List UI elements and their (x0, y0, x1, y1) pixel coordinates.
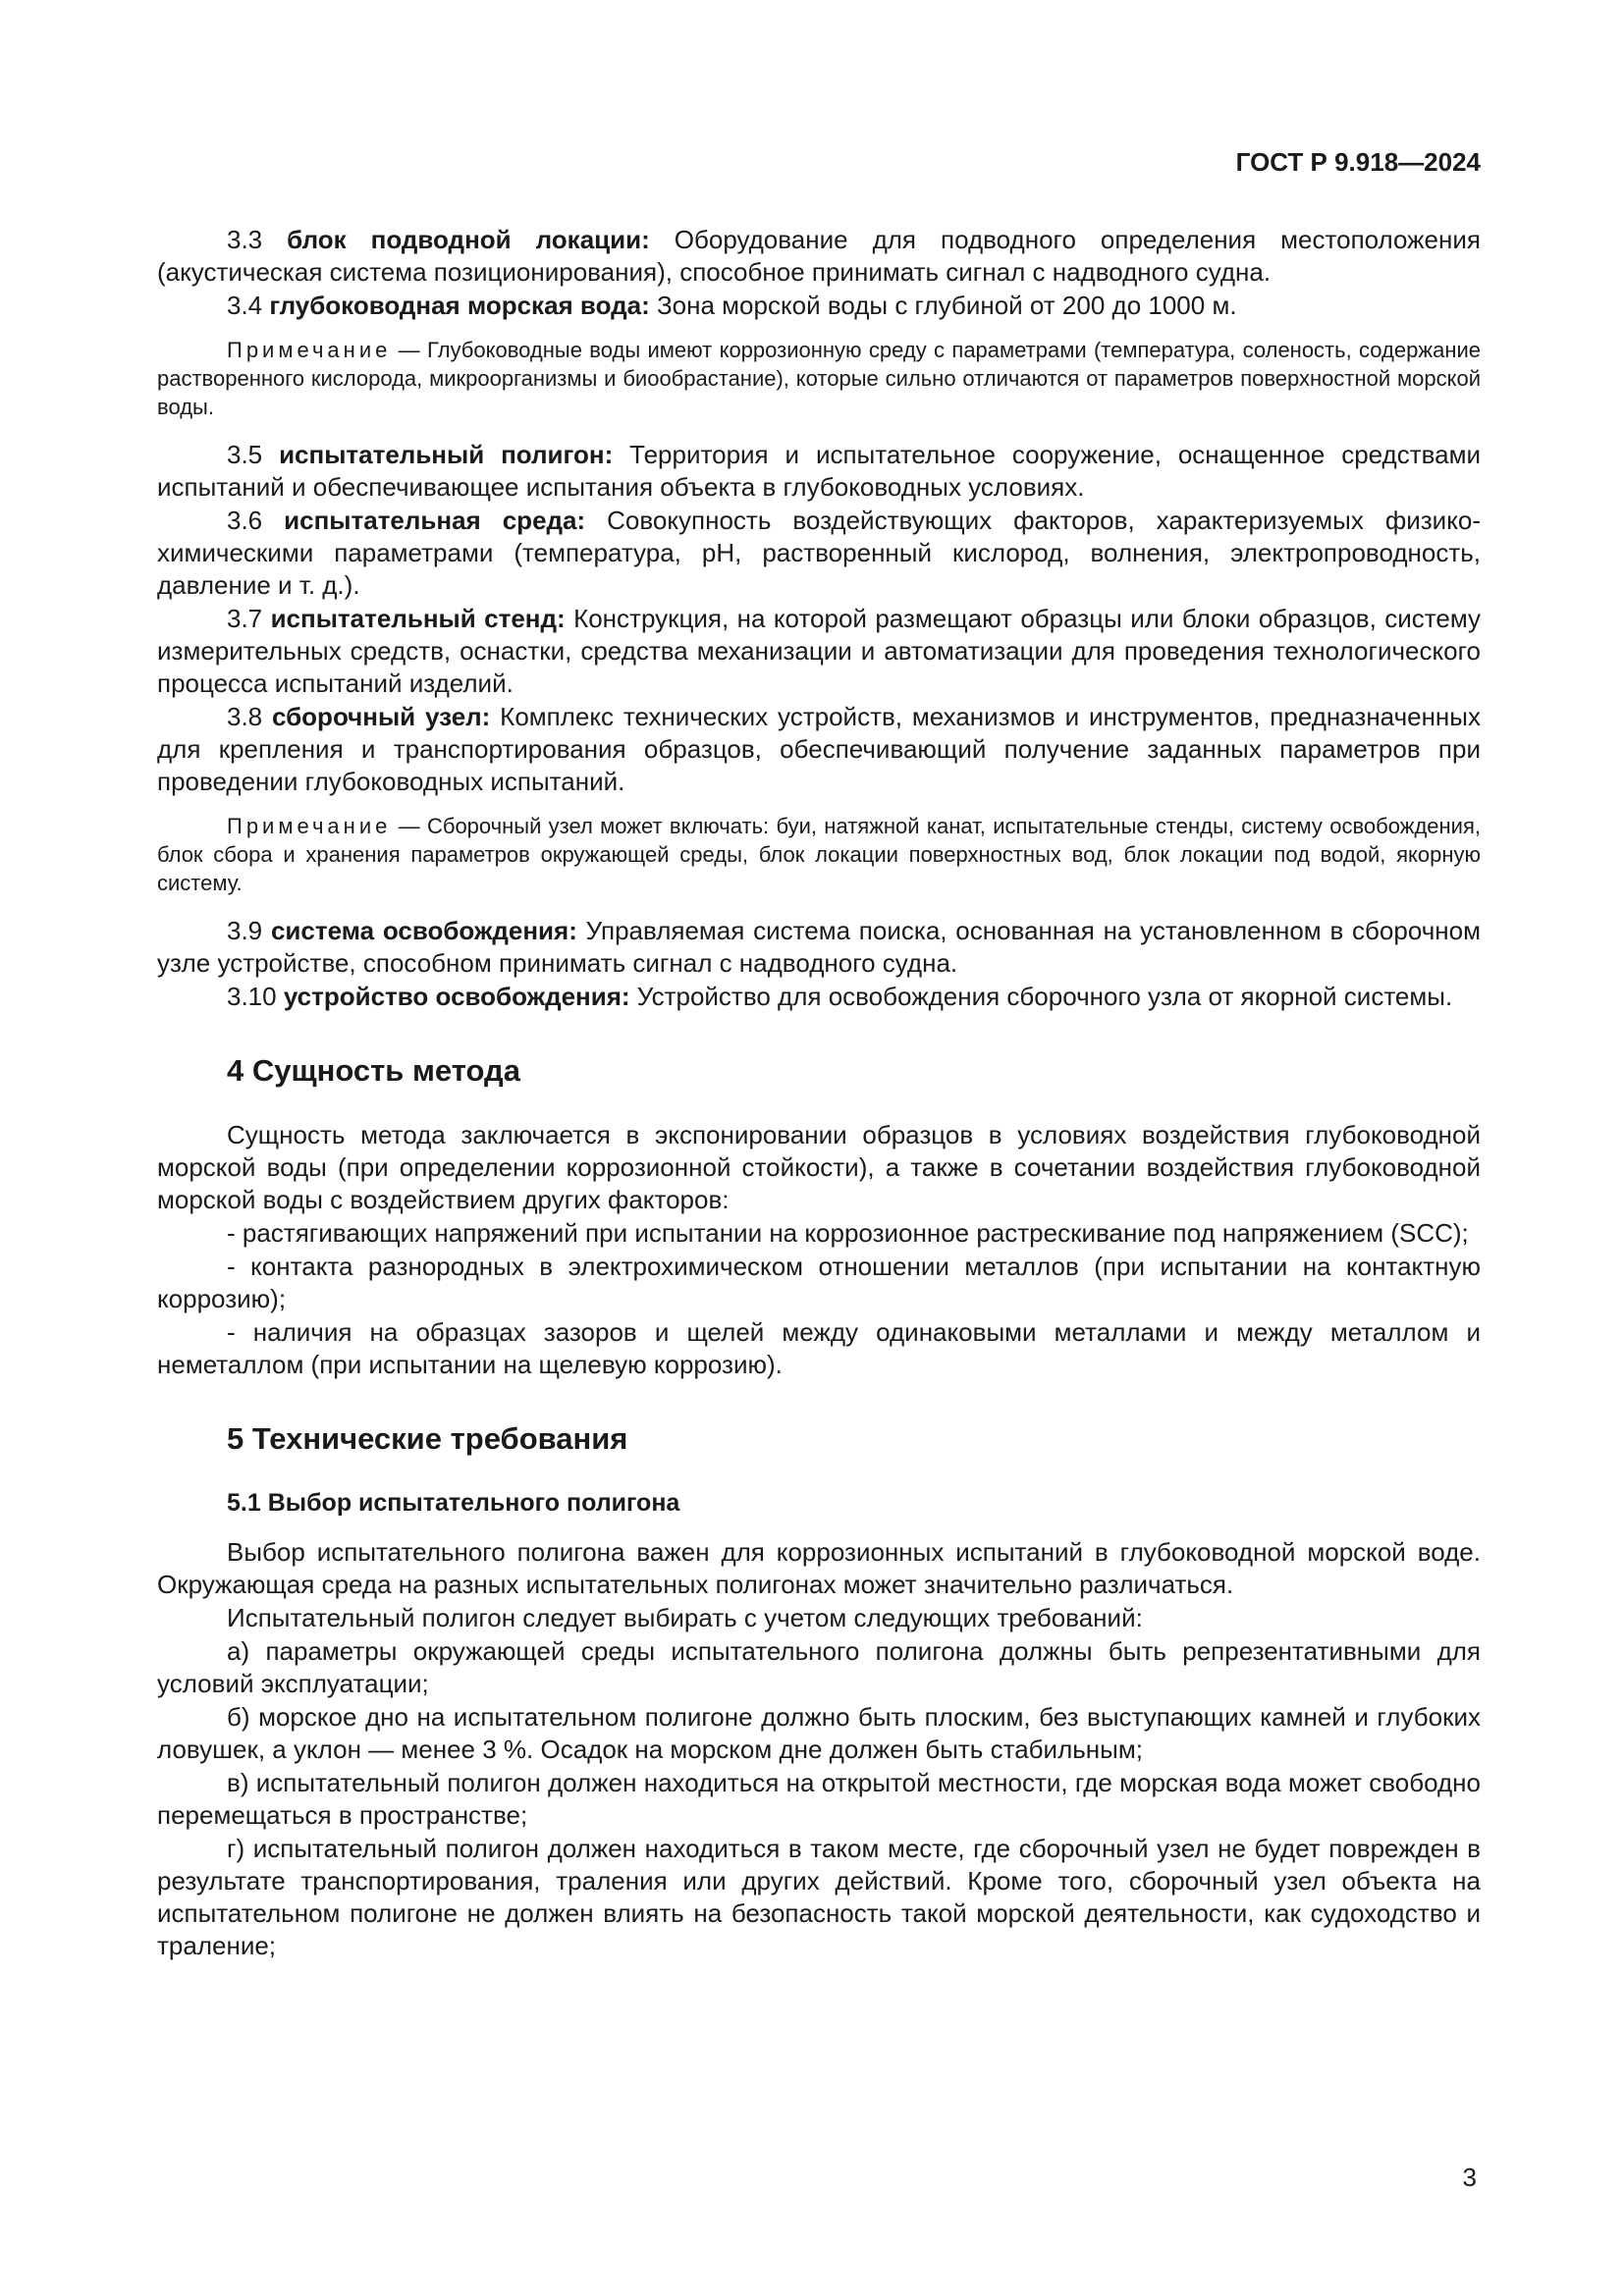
term-3-3: 3.3 блок подводной локации: Оборудование для подводного определения местоположения (акустическая система позиционирования), способное принимать сигнал с надводного судна. (157, 225, 1481, 287)
section-5-paragraph: Выбор испытательного полигона важен для коррозионных испытаний в глубоководной морской воде. Окружающая среда на разных испытательных полигонах может значительно различаться. (157, 1537, 1481, 1599)
term-3-8: 3.8 сборочный узел: Комплекс технических устройств, механизмов и инструментов, предназначенных для крепления и транспортирования образцов, обеспечивающий получение заданных параметров при проведении глубоководных испытаний. (157, 702, 1481, 796)
section-5-list-item: б) морское дно на испытательном полигоне должно быть плоским, без выступающих камней и глубоких ловушек, а уклон — менее 3 %. Осадок на морском дне должен быть стабильным; (157, 1702, 1481, 1764)
section-5-list-item: а) параметры окружающей среды испытательного полигона должны быть репрезентативными для условий эксплуатации; (157, 1636, 1481, 1698)
section-4-title: 4 Сущность метода (227, 1053, 520, 1088)
section-5-list-item: в) испытательный полигон должен находиться на открытой местности, где морская вода может свободно перемещаться в пространстве; (157, 1768, 1481, 1830)
section-5-title: 5 Технические требования (227, 1421, 628, 1456)
term-3-6: 3.6 испытательная среда: Совокупность воздействующих факторов, характеризуемых физико-химическими параметрами (температура, pH, растворенный кислород, волнения, электропроводность, давление и т. д.). (157, 506, 1481, 600)
section-5-list-item: г) испытательный полигон должен находиться в таком месте, где сборочный узел не будет поврежден в результате транспортирования, траления или других действий. Кроме того, сборочный узел объекта на испытательном полигоне не должен влиять на безопасность такой морской деятельности, как судоходство и траление; (157, 1834, 1481, 1960)
section-5-1-title: 5.1 Выбор испытательного полигона (227, 1489, 680, 1517)
term-3-5: 3.5 испытательный полигон: Территория и испытательное сооружение, оснащенное средствами испытаний и обеспечивающее испытания объекта в глубоководных условиях. (157, 440, 1481, 502)
page-number: 3 (1462, 2163, 1477, 2192)
note-1: Примечание — Глубоководные воды имеют коррозионную среду с параметрами (температура, соленость, содержание растворенного кислорода, микроорганизмы и биообрастание), которые сильно отличаются от параметров поверхностной морской воды. (157, 338, 1481, 419)
term-3-4: 3.4 глубоководная морская вода: Зона морской воды с глубиной от 200 до 1000 м. (227, 291, 1237, 320)
document-id: ГОСТ Р 9.918—2024 (1235, 147, 1481, 177)
section-4-list-item: - наличия на образцах зазоров и щелей между одинаковыми металлами и между металлом и неметаллом (при испытании на щелевую коррозию). (157, 1317, 1481, 1379)
term-3-9: 3.9 система освобождения: Управляемая система поиска, основанная на установленном в сборочном узле устройстве, способном принимать сигнал с надводного судна. (157, 916, 1481, 978)
term-3-10: 3.10 устройство освобождения: Устройство для освобождения сборочного узла от якорной системы. (227, 982, 1453, 1011)
section-4-paragraph: Сущность метода заключается в экспонировании образцов в условиях воздействия глубоководной морской воды (при определении коррозионной стойкости), а также в сочетании воздействия глубоководной морской воды с воздействием других факторов: (157, 1120, 1481, 1214)
section-4-list-item: - контакта разнородных в электрохимическом отношении металлов (при испытании на контактную коррозию); (157, 1252, 1481, 1313)
term-3-7: 3.7 испытательный стенд: Конструкция, на которой размещают образцы или блоки образцов, систему измерительных средств, оснастки, средства механизации и автоматизации для проведения технологического процесса испытаний изделий. (157, 604, 1481, 698)
page-content (157, 224, 1481, 1963)
section-4-list-item: - растягивающих напряжений при испытании на коррозионное растрескивание под напряжением (SCC); (227, 1218, 1469, 1248)
section-5-paragraph: Испытательный полигон следует выбирать с учетом следующих требований: (227, 1603, 1143, 1632)
note-2: Примечание — Сборочный узел может включать: буи, натяжной канат, испытательные стенды, систему освобождения, блок сбора и хранения параметров окружающей среды, блок локации поверхностных вод, блок локации под водой, якорную систему. (157, 814, 1481, 895)
